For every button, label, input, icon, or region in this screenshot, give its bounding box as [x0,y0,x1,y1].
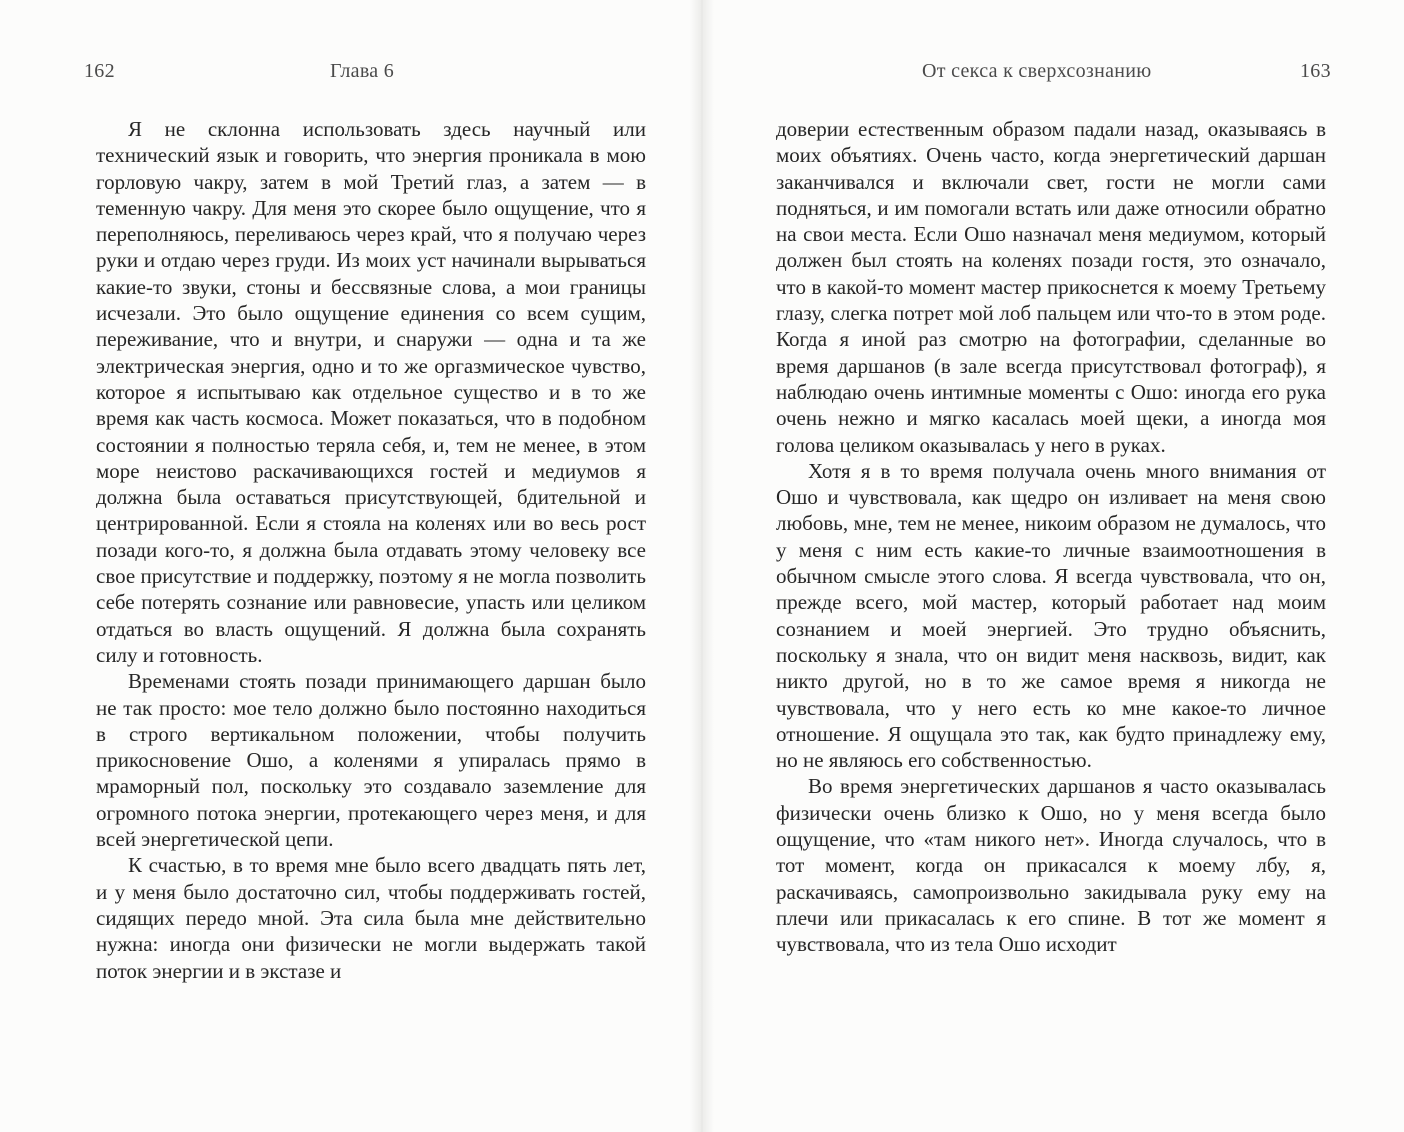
left-running-title: Глава 6 [330,60,395,82]
book-gutter [690,0,714,1132]
right-page [704,0,1404,1132]
left-page-number: 162 [84,60,115,82]
right-paragraph: доверии естественным образом падали назад, оказываясь в моих объятиях. Очень часто, когда энергетический даршан заканчивался и включали свет, гости не могли сами подняться, и им помогали встать или даже относили обратно на свои места. Если Ошо назначал меня медиумом, который должен был стоять на коленях позади гостя, это означало, что в какой-то момент мастер прикоснется к моему Третьему глазу, слегка потрет мой лоб пальцем или что-то в этом роде. Когда я иной раз смотрю на фотографии, сделанные во время даршанов (в зале всегда присутствовал фотограф), я наблюдаю очень интимные моменты с Ошо: иногда его рука очень нежно и мягко касалась моей щеки, а иногда моя голова целиком оказывалась у него в руках. [776,117,1326,457]
left-paragraph: Временами стоять позади принимающего даршан было не так просто: мое тело должно было постоянно находиться в строго вертикальном положении, чтобы получить прикосновение Ошо, а коленями я упиралась прямо в мраморный пол, поскольку это создавало заземление для огромного потока энергии, протекающего через меня, и для всей энергетической цепи. [96,669,646,852]
right-paragraph: Во время энергетических даршанов я часто оказывалась физически очень близко к Ошо, но у меня всегда было ощущение, что «там никого нет». Иногда случалось, что в тот момент, когда он прикасался к моему лбу, я, раскачиваясь, самопроизвольно закидывала руку ему на плечи или прикасалась к его спине. В тот же момент я чувствовала, что из тела Ошо исходит [776,774,1326,957]
right-running-title: От секса к сверхсознанию [922,60,1152,82]
left-paragraph: К счастью, в то время мне было всего двадцать пять лет, и у меня было достаточно сил, чтобы поддерживать гостей, сидящих передо мной. Эта сила была мне действительно нужна: иногда они физически не могли выдержать такой поток энергии и в экстазе и [96,853,646,983]
left-paragraph: Я не склонна использовать здесь научный или технический язык и говорить, что энергия проникала в мою горловую чакру, затем в мой Третий глаз, а затем — в теменную чакру. Для меня это скорее было ощущение, что я переполняюсь, переливаюсь через край, что я получаю через руки и отдаю через груди. Из моих уст начинали вырываться какие-то звуки, стоны и бессвязные слова, а мои границы исчезали. Это было ощущение единения со всем сущим, переживание, что и внутри, и снаружи — одна и та же электрическая энергия, одно и то же оргазмическое чувство, которое я испытываю как отдельное существо и в то же время как часть космоса. Может показаться, что в подобном состоянии я полностью теряла себя, и, тем не менее, в этом море неистово раскачивающихся гостей и медиумов я должна была оставаться присутствующей, бдительной и центрированной. Если я стояла на коленях или во весь рост позади кого-то, я должна была отдавать этому человеку все свое присутствие и поддержку, поэтому я не могла позволить себе потерять сознание или равновесие, упасть или целиком отдаться во власть ощущений. Я должна была сохранять силу и готовность. [96,117,646,667]
right-page-number: 163 [1300,60,1331,82]
right-paragraph: Хотя я в то время получала очень много внимания от Ошо и чувствовала, как щедро он изливает на меня свою любовь, мне, тем не менее, никоим образом не думалось, что у меня с ним есть какие-то личные взаимоотношения в обычном смысле этого слова. Я всегда чувствовала, что он, прежде всего, мой мастер, который работает над моим сознанием и моей энергией. Это трудно объяснить, поскольку я знала, что он видит меня насквозь, видит, как никто другой, но в то же самое время я никогда не чувствовала, что у него есть ко мне какое-то личное отношение. Я ощущала это так, как будто принадлежу ему, но не являюсь его собственностью. [776,458,1326,773]
left-page [0,0,700,1132]
right-page-body [776,116,1326,958]
left-page-body [96,116,646,984]
